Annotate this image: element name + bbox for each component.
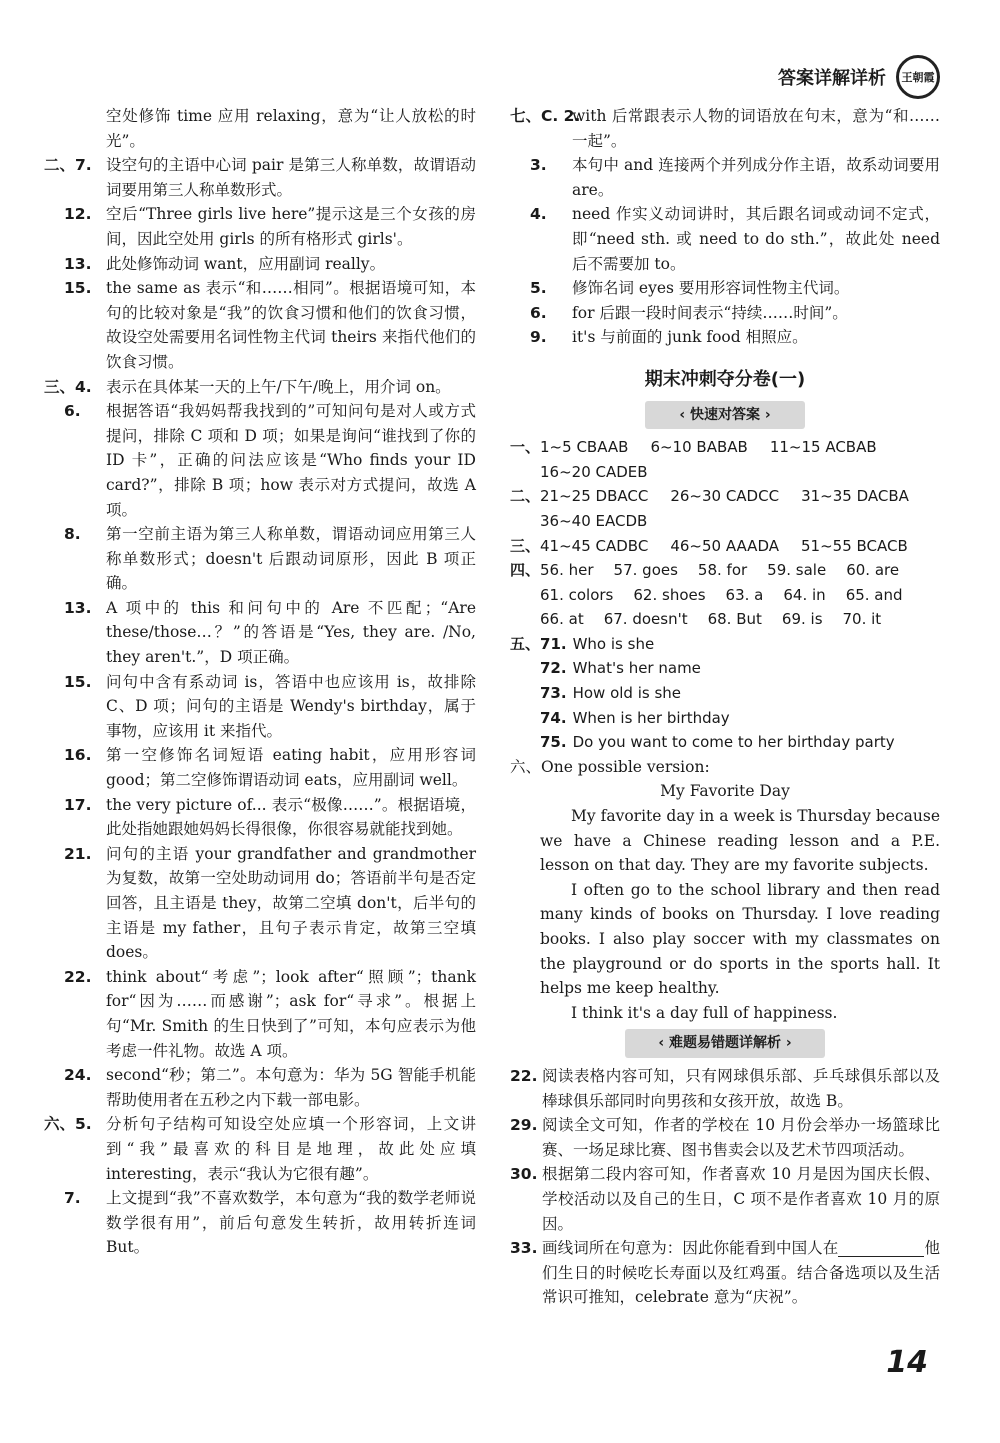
- hard-question-body: [510, 1113, 940, 1162]
- essay-paragraph: My favorite day in a week is Thursday because we have a Chinese reading lesson and a P.E. lesson on that day. They are my favorite subjects.: [540, 807, 940, 875]
- item-text: 根据答语“我妈妈帮我找到的”可知问句是对人或方式提问，排除 C 项和 D 项；如果是询问“谁找到了你的 ID 卡”，正确的问法应该是“Who finds your ID card?”，排除 B 项；how 表示对方式提问，故选 A 项。: [106, 402, 476, 519]
- answer-item: 6~10 BABAB: [650, 438, 748, 457]
- explanation-item: [44, 1112, 476, 1186]
- answer-item: 68. But: [707, 610, 762, 629]
- item-number: 9.: [530, 328, 547, 347]
- item-number: 六、5.: [44, 1115, 92, 1134]
- item-number: 8.: [64, 525, 81, 544]
- quick-answers-label: 快速对答案: [690, 406, 760, 423]
- answer-row: [510, 534, 940, 559]
- answer-item: 58. for: [697, 561, 748, 580]
- essay-paragraph: I think it's a day full of happiness.: [571, 1003, 838, 1022]
- brand-logo: [896, 55, 940, 99]
- answer-row: [510, 681, 940, 706]
- answer-row: [510, 583, 940, 608]
- item-text: 问句的主语 your grandfather and grandmother 为复数，故第一空处助动词用 do；答语前半句是否定回答，且主语是 they，故第二空填 don't，后半句的主语是 my father，且句子表示肯定，故第三空填 does。: [106, 844, 476, 962]
- answer-item: 60. are: [846, 561, 900, 580]
- exam-title: 期末冲刺夺分卷(一): [644, 368, 806, 390]
- logo-text: 王朝霞: [901, 71, 935, 84]
- item-number: 二、7.: [44, 156, 92, 175]
- explanation-item: [510, 276, 940, 301]
- answer-row: [510, 607, 940, 632]
- answer-item: 63. a: [725, 585, 764, 604]
- answer-item: 61. colors: [540, 585, 614, 604]
- answer-item: 26~30 CADCC: [670, 487, 780, 506]
- answer-item: 36~40 EACDB: [540, 511, 648, 530]
- item-text: 上文提到“我”不喜欢数学，本句意为“我的数学老师说数学很有用”，前后句意发生转折，故用转折连词 But。: [106, 1189, 476, 1257]
- item-number: 5.: [530, 279, 547, 298]
- explanation-item: [44, 522, 476, 596]
- section-prefix: 五、: [510, 634, 541, 653]
- item-number: 16.: [64, 746, 92, 765]
- item-number: 17.: [64, 795, 92, 814]
- item-text: 修饰名词 eyes 要用形容词性物主代词。: [572, 279, 850, 298]
- answer-item: 56. her: [540, 561, 594, 580]
- explanation-item: [510, 202, 940, 276]
- explanation-item: [44, 276, 476, 374]
- explanation-item: [510, 104, 940, 153]
- answer-item: 51~55 BCACB: [801, 536, 908, 555]
- item-number: 13.: [64, 598, 92, 617]
- item-text: for 后跟一段时间表示“持续……时间”。: [572, 303, 848, 322]
- fill-blank: [838, 1242, 924, 1257]
- item-number: 30.: [510, 1165, 538, 1184]
- right-top-notes: [510, 104, 940, 350]
- section-prefix: 一、: [510, 438, 541, 457]
- answer-key: [510, 435, 940, 632]
- item-text: the very picture of... 表示“极像……”。根据语境，此处指她跟她妈妈长得很像，你很容易就能找到她。: [106, 795, 476, 839]
- answer-row: [510, 460, 940, 485]
- item-text: need 作实义动词讲时，其后跟名词或动词不定式，即“need sth. 或 need to do sth.”，故此处 need 后不需要加 to。: [572, 205, 940, 273]
- explanation-item: [44, 104, 476, 153]
- explanation-item: [510, 325, 940, 350]
- left-column: [44, 104, 476, 1260]
- explanation-item: [44, 252, 476, 277]
- section-prefix: 四、: [510, 561, 541, 580]
- explanation-item: [44, 596, 476, 670]
- item-number: 13.: [64, 254, 92, 273]
- explanation-item: [510, 301, 940, 326]
- item-number: 6.: [64, 402, 81, 421]
- answer-item: 66. at: [540, 610, 584, 629]
- item-number: 三、4.: [44, 377, 92, 396]
- explanation-item: [44, 1063, 476, 1112]
- explanation-item: [44, 153, 476, 202]
- hard-question-item: [510, 1113, 940, 1162]
- header-title: 答案详解详析: [778, 68, 886, 89]
- answer-item: 65. and: [845, 585, 903, 604]
- answer-number: 75.: [540, 733, 567, 752]
- item-text: 第一空前主语为第三人称单数，谓语动词应用第三人称单数形式；doesn't 后跟动词原形，因此 B 项正确。: [106, 525, 476, 593]
- essay-body: [510, 804, 940, 1025]
- item-number: 22.: [64, 967, 92, 986]
- answer-item: 1~5 CBAAB: [540, 438, 629, 457]
- answer-row: [510, 632, 940, 657]
- answer-text: When is her birthday: [572, 708, 730, 727]
- answer-item: 57. goes: [613, 561, 678, 580]
- explanation-item: [44, 793, 476, 842]
- item-text: 本句中 and 连接两个并列成分作主语，故系动词要用 are。: [572, 156, 940, 199]
- answer-number: 71.: [540, 634, 567, 653]
- answer-item: 67. doesn't: [603, 610, 688, 629]
- section-prefix: 三、: [510, 536, 541, 555]
- explanation-item: [44, 743, 476, 792]
- item-text: it's 与前面的 junk food 相照应。: [572, 328, 808, 347]
- hard-question-item: [510, 1162, 940, 1236]
- answer-text: How old is she: [572, 684, 682, 703]
- item-text: the same as 表示“和……相同”。根据语境可知，本句的比较对象是“我”的饮食习惯和他们的饮食习惯，故设空处需要用名词性物主代词 theirs 来指代他们的饮食习惯。: [106, 279, 476, 371]
- answer-row: [510, 706, 940, 731]
- answer-item: 46~50 AAADA: [670, 536, 779, 555]
- item-number: 七、C. 2.: [510, 107, 581, 125]
- section-five: [510, 632, 940, 755]
- item-text: 第一空修饰名词短语 eating habit，应用形容词 good；第二空修饰谓语动词 eats，应用副词 well。: [106, 746, 476, 790]
- item-number: 15.: [64, 279, 92, 298]
- answer-item: 70. it: [842, 610, 882, 629]
- item-text: 阅读全文可知，作者的学校在 10 月份会举办一场篮球比赛、一场足球比赛、图书售卖会以及艺术节四项活动。: [542, 1116, 940, 1159]
- right-column: [510, 104, 940, 1310]
- explanation-item: [44, 1186, 476, 1260]
- item-number: 4.: [530, 205, 547, 224]
- item-text: 分析句子结构可知设空处应填一个形容词，上文讲到“我”最喜欢的科目是地理，故此处应填 interesting，表示“我认为它很有趣”。: [106, 1115, 476, 1183]
- answer-row: [510, 656, 940, 681]
- item-text: 根据第二段内容可知，作者喜欢 10 月是因为国庆长假、学校活动以及自己的生日，C 项不是作者喜欢 10 月的原因。: [542, 1165, 940, 1233]
- essay-paragraph: I often go to the school library and then read many kinds of books on Thursday. I love reading books. I also play soccer with my classmates on the playground or do sports in the sports hall. It helps me keep healthy.: [540, 880, 940, 998]
- item-number: 7.: [64, 1189, 81, 1208]
- item-text: 空处修饰 time 应用 relaxing，意为“让人放松的时光”。: [106, 107, 476, 150]
- answer-text: What's her name: [572, 659, 701, 678]
- explanation-item: [44, 202, 476, 251]
- item-text: 此处修饰动词 want，应用副词 really。: [106, 254, 386, 273]
- page-header: [778, 52, 940, 102]
- hard-question-body: [510, 1236, 940, 1310]
- item-text: 设空句的主语中心词 pair 是第三人称单数，故谓语动词要用第三人称单数形式。: [106, 156, 476, 199]
- answer-row: [510, 558, 940, 583]
- section-six-label: 六、One possible version:: [510, 757, 710, 776]
- answer-item: 59. sale: [767, 561, 827, 580]
- answer-row: [510, 484, 940, 509]
- hard-question-body: [510, 1064, 940, 1113]
- answer-text: Who is she: [572, 634, 655, 653]
- item-text: 空后“Three girls live here”提示这是三个女孩的房间，因此空处用 girls 的所有格形式 girls'。: [106, 205, 476, 248]
- item-text: with 后常跟表示人物的词语放在句末，意为“和……一起”。: [572, 107, 940, 150]
- answer-item: 62. shoes: [633, 585, 706, 604]
- item-text-before: 画线词所在句意为：因此你能看到中国人在: [542, 1239, 839, 1258]
- essay-title: My Favorite Day: [660, 782, 790, 801]
- answer-number: 73.: [540, 684, 567, 703]
- item-number: 12.: [64, 205, 92, 224]
- item-number: 21.: [64, 844, 92, 863]
- answer-item: 64. in: [783, 585, 826, 604]
- hard-questions-tag: ‹ 难题易错题详解析 ›: [625, 1029, 825, 1058]
- item-number: 22.: [510, 1066, 538, 1085]
- item-text: A 项中的 this 和问句中的 Are 不匹配；“Are these/those…？”的答语是“Yes, they are. /No, they aren't.”，D 项正确。: [106, 598, 476, 667]
- item-text: 阅读表格内容可知，只有网球俱乐部、乒乓球俱乐部以及棒球俱乐部同时向男孩和女孩开放，故选 B。: [542, 1066, 940, 1110]
- item-number: 29.: [510, 1116, 538, 1135]
- item-text: 表示在具体某一天的上午/下午/晚上，用介词 on。: [106, 377, 451, 396]
- answer-number: 72.: [540, 659, 567, 678]
- item-text: think about“考虑”；look after“照顾”；thank for“因为……而感谢”；ask for“寻求”。根据上句“Mr. Smith 的生日快到了”可知，本句应表示为他考虑一件礼物。故选 A 项。: [106, 967, 476, 1060]
- page-number: 14: [886, 1345, 928, 1380]
- hard-questions-label: 难题易错题详解析: [669, 1035, 781, 1052]
- explanation-item: [44, 670, 476, 744]
- item-text-after: 他们生日的时候吃长寿面以及红鸡蛋。结合备选项以及生活常识可推知，celebrate 意为“庆祝”。: [542, 1239, 940, 1307]
- explanation-item: [44, 842, 476, 965]
- answer-item: 11~15 ACBAB: [769, 438, 877, 457]
- section-prefix: 二、: [510, 487, 541, 506]
- item-number: 33.: [510, 1239, 538, 1258]
- explanation-item: [44, 399, 476, 522]
- answer-row: [510, 435, 940, 460]
- answer-text: Do you want to come to her birthday party: [572, 733, 895, 752]
- answer-item: 69. is: [781, 610, 823, 629]
- item-number: 15.: [64, 672, 92, 691]
- answer-item: 31~35 DACBA: [801, 487, 909, 506]
- hard-question-item: [510, 1064, 940, 1113]
- item-number: 24.: [64, 1066, 92, 1085]
- item-text: 问句中含有系动词 is，答语中也应该用 is，故排除 C、D 项；问句的主语是 Wendy's birthday，属于事物，应该用 it 来指代。: [106, 672, 476, 740]
- explanation-item: [510, 153, 940, 202]
- explanation-item: [44, 965, 476, 1063]
- answer-item: 16~20 CADEB: [540, 462, 648, 481]
- answer-number: 74.: [540, 708, 567, 727]
- answer-item: 41~45 CADBC: [540, 536, 649, 555]
- quick-answers-tag: ‹ 快速对答案 ›: [645, 401, 805, 430]
- hard-question-body: [510, 1162, 940, 1236]
- hard-questions: [510, 1064, 940, 1310]
- item-number: 3.: [530, 156, 547, 175]
- item-number: 6.: [530, 303, 547, 322]
- answer-item: 21~25 DBACC: [540, 487, 649, 506]
- answer-row: [510, 730, 940, 755]
- hard-question-item: [510, 1236, 940, 1310]
- answer-row: [510, 509, 940, 534]
- item-text: second“秒；第二”。本句意为：华为 5G 智能手机能帮助使用者在五秒之内下载一部电影。: [106, 1066, 476, 1109]
- explanation-item: [44, 375, 476, 400]
